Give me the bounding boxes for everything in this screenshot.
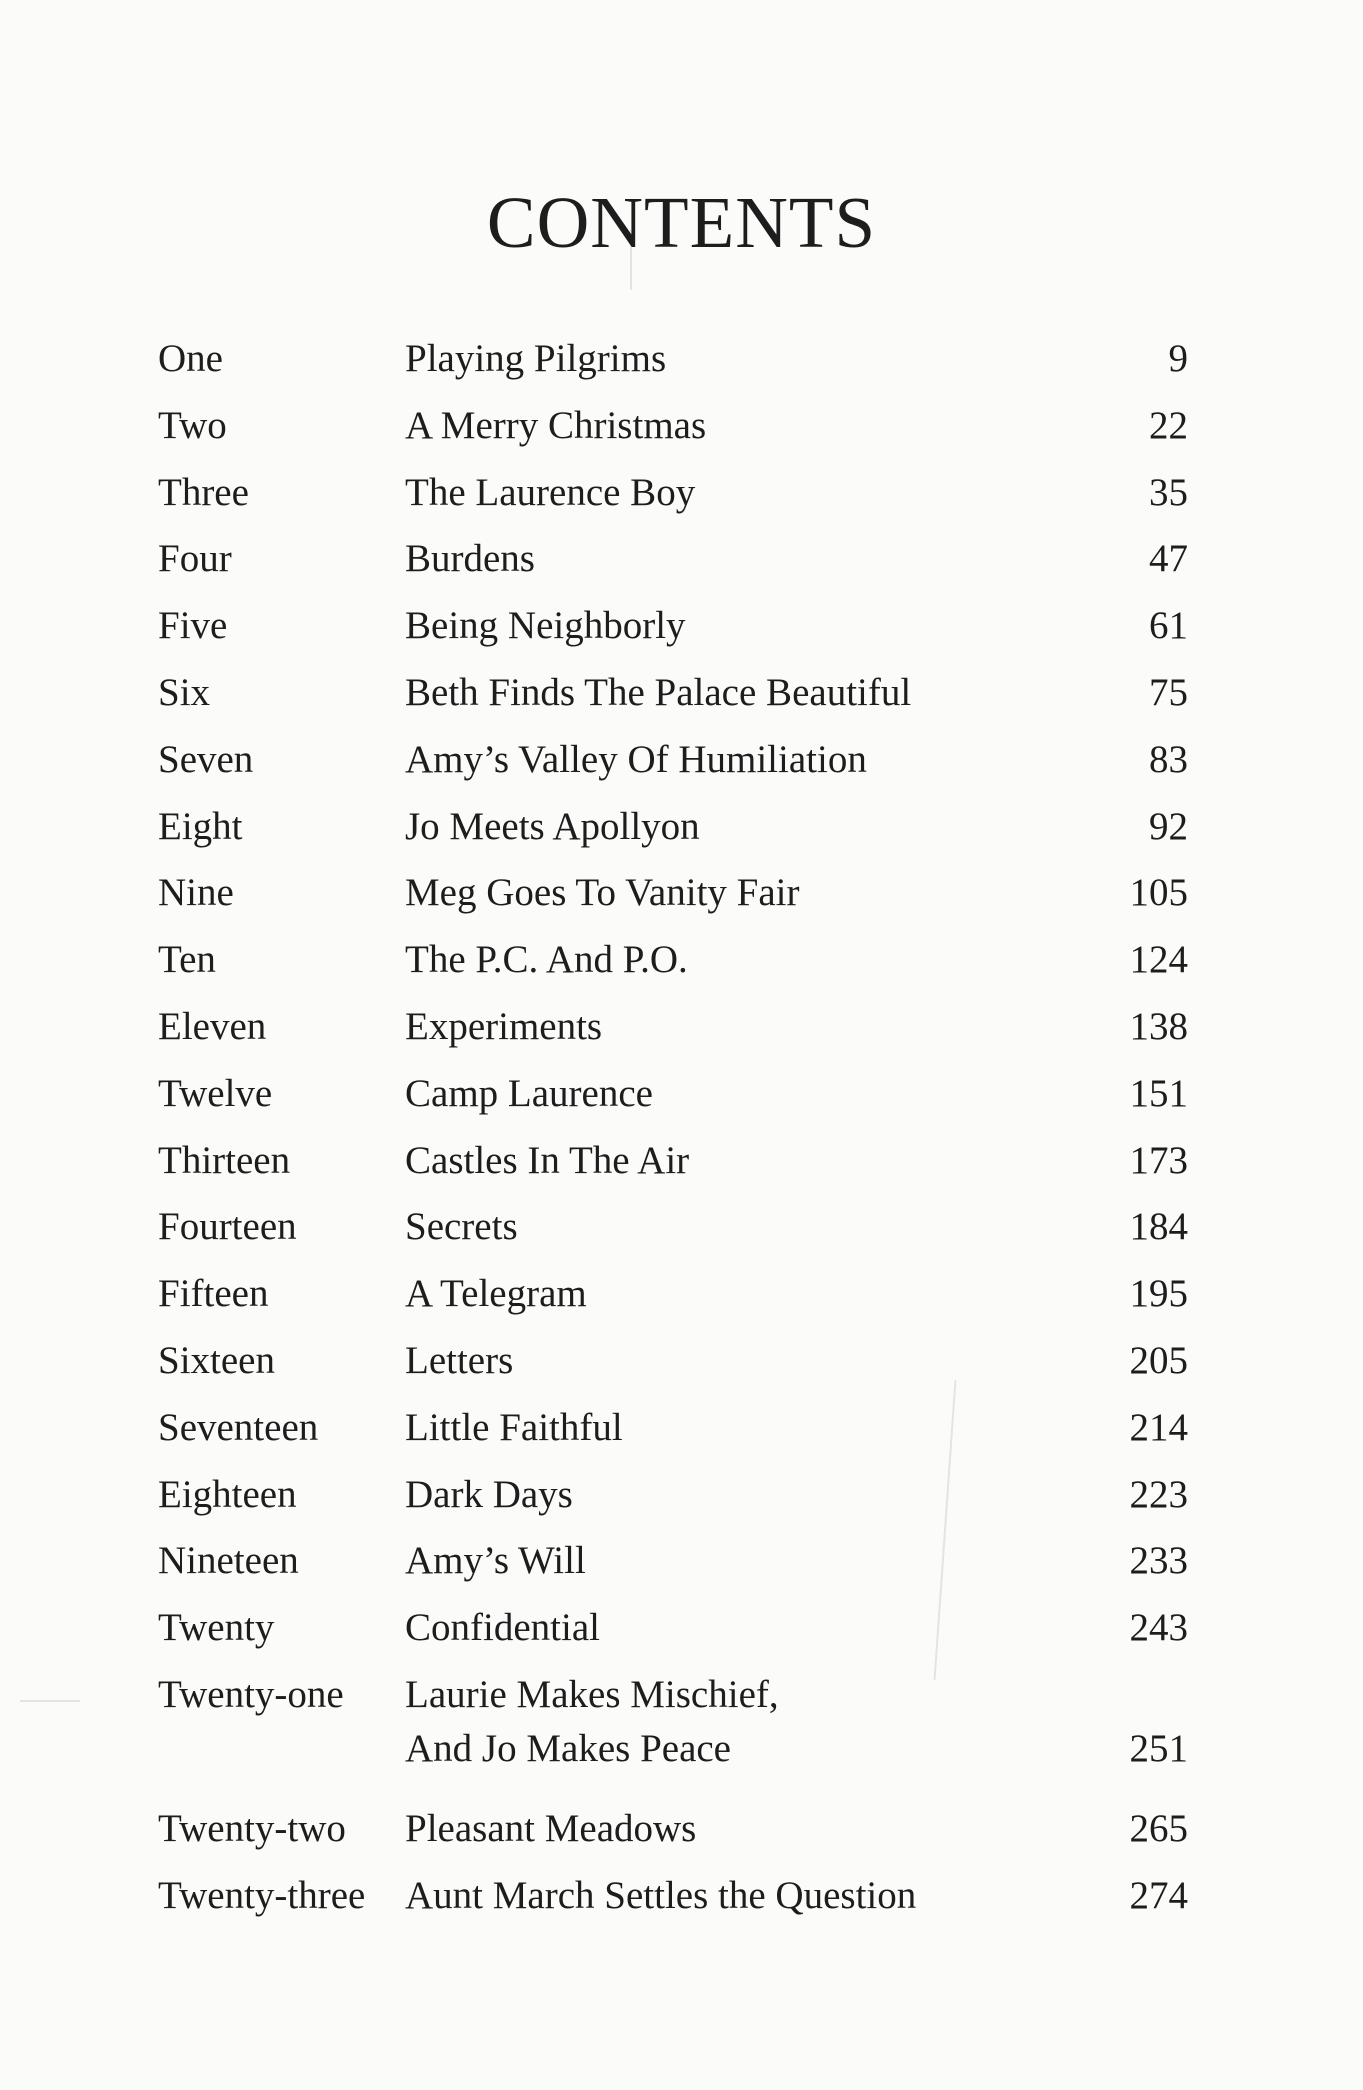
chapter-title-line: Little Faithful [405, 1405, 623, 1449]
page-number: 251 [1129, 1726, 1188, 1770]
table-of-contents [158, 331, 1188, 1935]
chapter-number: Four [158, 537, 232, 581]
chapter-title-line: Jo Meets Apollyon [405, 804, 700, 848]
page-number: 105 [1129, 871, 1188, 915]
chapter-title [405, 465, 695, 519]
chapter-number: Twenty-three [158, 1873, 366, 1917]
toc-entry [158, 1533, 1188, 1600]
toc-entry [158, 1333, 1188, 1400]
chapter-title [405, 1868, 916, 1922]
toc-entry [158, 1801, 1188, 1868]
chapter-number: Sixteen [158, 1338, 275, 1382]
page-number: 47 [1149, 537, 1188, 581]
chapter-title [405, 1133, 689, 1187]
toc-entry [158, 1868, 1188, 1935]
toc-entry [158, 932, 1188, 999]
page-number: 233 [1129, 1539, 1188, 1583]
chapter-title [405, 1199, 518, 1253]
chapter-number: Eight [158, 804, 243, 848]
page-number: 75 [1149, 670, 1188, 714]
chapter-title-line: Experiments [405, 1004, 603, 1048]
page-number: 184 [1129, 1205, 1188, 1249]
page-number: 274 [1129, 1873, 1188, 1917]
chapter-title-line: Camp Laurence [405, 1071, 653, 1115]
chapter-number: Ten [158, 938, 216, 982]
chapter-number: Three [158, 470, 249, 514]
toc-entry [158, 999, 1188, 1066]
chapter-number: Twelve [158, 1071, 273, 1115]
page-number: 265 [1129, 1806, 1188, 1850]
chapter-title-line: Amy’s Valley Of Humiliation [405, 737, 867, 781]
scan-mark [20, 1700, 80, 1702]
chapter-number: Fifteen [158, 1272, 269, 1316]
chapter-title [405, 999, 602, 1053]
chapter-title-line: The Laurence Boy [405, 470, 696, 514]
chapter-title [405, 665, 911, 719]
toc-entry [158, 1066, 1188, 1133]
chapter-title [405, 1333, 513, 1387]
chapter-number: Seven [158, 737, 254, 781]
page-number: 22 [1149, 403, 1188, 447]
chapter-number: Five [158, 604, 228, 648]
chapter-title-line: Letters [405, 1338, 514, 1382]
toc-entry [158, 665, 1188, 732]
chapter-title-line: A Merry Christmas [405, 403, 707, 447]
page-number: 124 [1129, 938, 1188, 982]
chapter-title-line: Aunt March Settles the Question [405, 1873, 917, 1917]
chapter-title-line: Laurie Makes Mischief, [405, 1672, 779, 1716]
page-number: 214 [1129, 1405, 1188, 1449]
page-number: 223 [1129, 1472, 1188, 1516]
chapter-title-line: And Jo Makes Peace [405, 1726, 731, 1770]
chapter-title-line: A Telegram [405, 1272, 587, 1316]
chapter-title [405, 1400, 623, 1454]
page-number: 9 [1168, 337, 1188, 380]
chapter-title [405, 1266, 587, 1320]
toc-entry [158, 865, 1188, 932]
toc-entry [158, 1667, 1188, 1801]
page-number: 205 [1129, 1338, 1188, 1382]
chapter-title [405, 398, 706, 452]
page-number: 173 [1129, 1138, 1188, 1182]
chapter-title-line: Dark Days [405, 1472, 573, 1516]
chapter-title-line: Secrets [405, 1205, 518, 1249]
chapter-title-line: Beth Finds The Palace Beautiful [405, 670, 912, 714]
chapter-number: Twenty [158, 1606, 275, 1650]
chapter-number: Eighteen [158, 1472, 297, 1516]
chapter-title [405, 1066, 653, 1120]
page-number: 92 [1149, 804, 1188, 848]
toc-entry [158, 1600, 1188, 1667]
chapter-number: Nine [158, 871, 234, 915]
page-number: 195 [1129, 1272, 1188, 1316]
toc-entry [158, 531, 1188, 598]
page-number: 151 [1129, 1071, 1188, 1115]
chapter-title [405, 1467, 573, 1521]
chapter-title-line: The P.C. And P.O. [405, 938, 688, 982]
chapter-title [405, 531, 535, 585]
chapter-title [405, 598, 686, 652]
toc-entry [158, 598, 1188, 665]
chapter-number: Two [158, 403, 227, 447]
page-number: 61 [1149, 604, 1188, 648]
chapter-title [405, 799, 700, 853]
chapter-number: Seventeen [158, 1405, 319, 1449]
page-number: 83 [1149, 737, 1188, 781]
chapter-title-line: Playing Pilgrims [405, 337, 667, 380]
toc-entry [158, 465, 1188, 532]
page-number: 35 [1149, 470, 1188, 514]
toc-entry [158, 398, 1188, 465]
chapter-title [405, 932, 688, 986]
toc-entry [158, 1266, 1188, 1333]
chapter-number: Eleven [158, 1004, 267, 1048]
chapter-title [405, 1801, 696, 1855]
chapter-title-line: Meg Goes To Vanity Fair [405, 871, 800, 915]
chapter-title [405, 865, 799, 919]
chapter-title-line: Confidential [405, 1606, 600, 1650]
chapter-number: Twenty-two [158, 1806, 346, 1850]
page-number: 243 [1129, 1606, 1188, 1650]
chapter-number: Thirteen [158, 1138, 291, 1182]
chapter-title-line: Amy’s Will [405, 1539, 586, 1583]
chapter-title [405, 1533, 586, 1587]
chapter-number: Fourteen [158, 1205, 297, 1249]
toc-entry [158, 1400, 1188, 1467]
page-number: 138 [1129, 1004, 1188, 1048]
chapter-number: One [158, 337, 223, 380]
chapter-number: Twenty-one [158, 1672, 344, 1716]
toc-entry [158, 1199, 1188, 1266]
toc-entry [158, 1133, 1188, 1200]
chapter-number: Six [158, 670, 211, 714]
toc-entry [158, 732, 1188, 799]
chapter-title-line: Burdens [405, 537, 535, 581]
chapter-number: Nineteen [158, 1539, 299, 1583]
chapter-title-line: Being Neighborly [405, 604, 686, 648]
toc-entry [158, 331, 1188, 398]
chapter-title-line: Pleasant Meadows [405, 1806, 697, 1850]
chapter-title-line: Castles In The Air [405, 1138, 690, 1182]
toc-entry [158, 1467, 1188, 1534]
chapter-title [405, 1667, 779, 1775]
toc-entry [158, 799, 1188, 866]
chapter-title [405, 732, 867, 786]
page-title: CONTENTS [486, 182, 877, 263]
chapter-title [405, 331, 666, 385]
chapter-title [405, 1600, 600, 1654]
